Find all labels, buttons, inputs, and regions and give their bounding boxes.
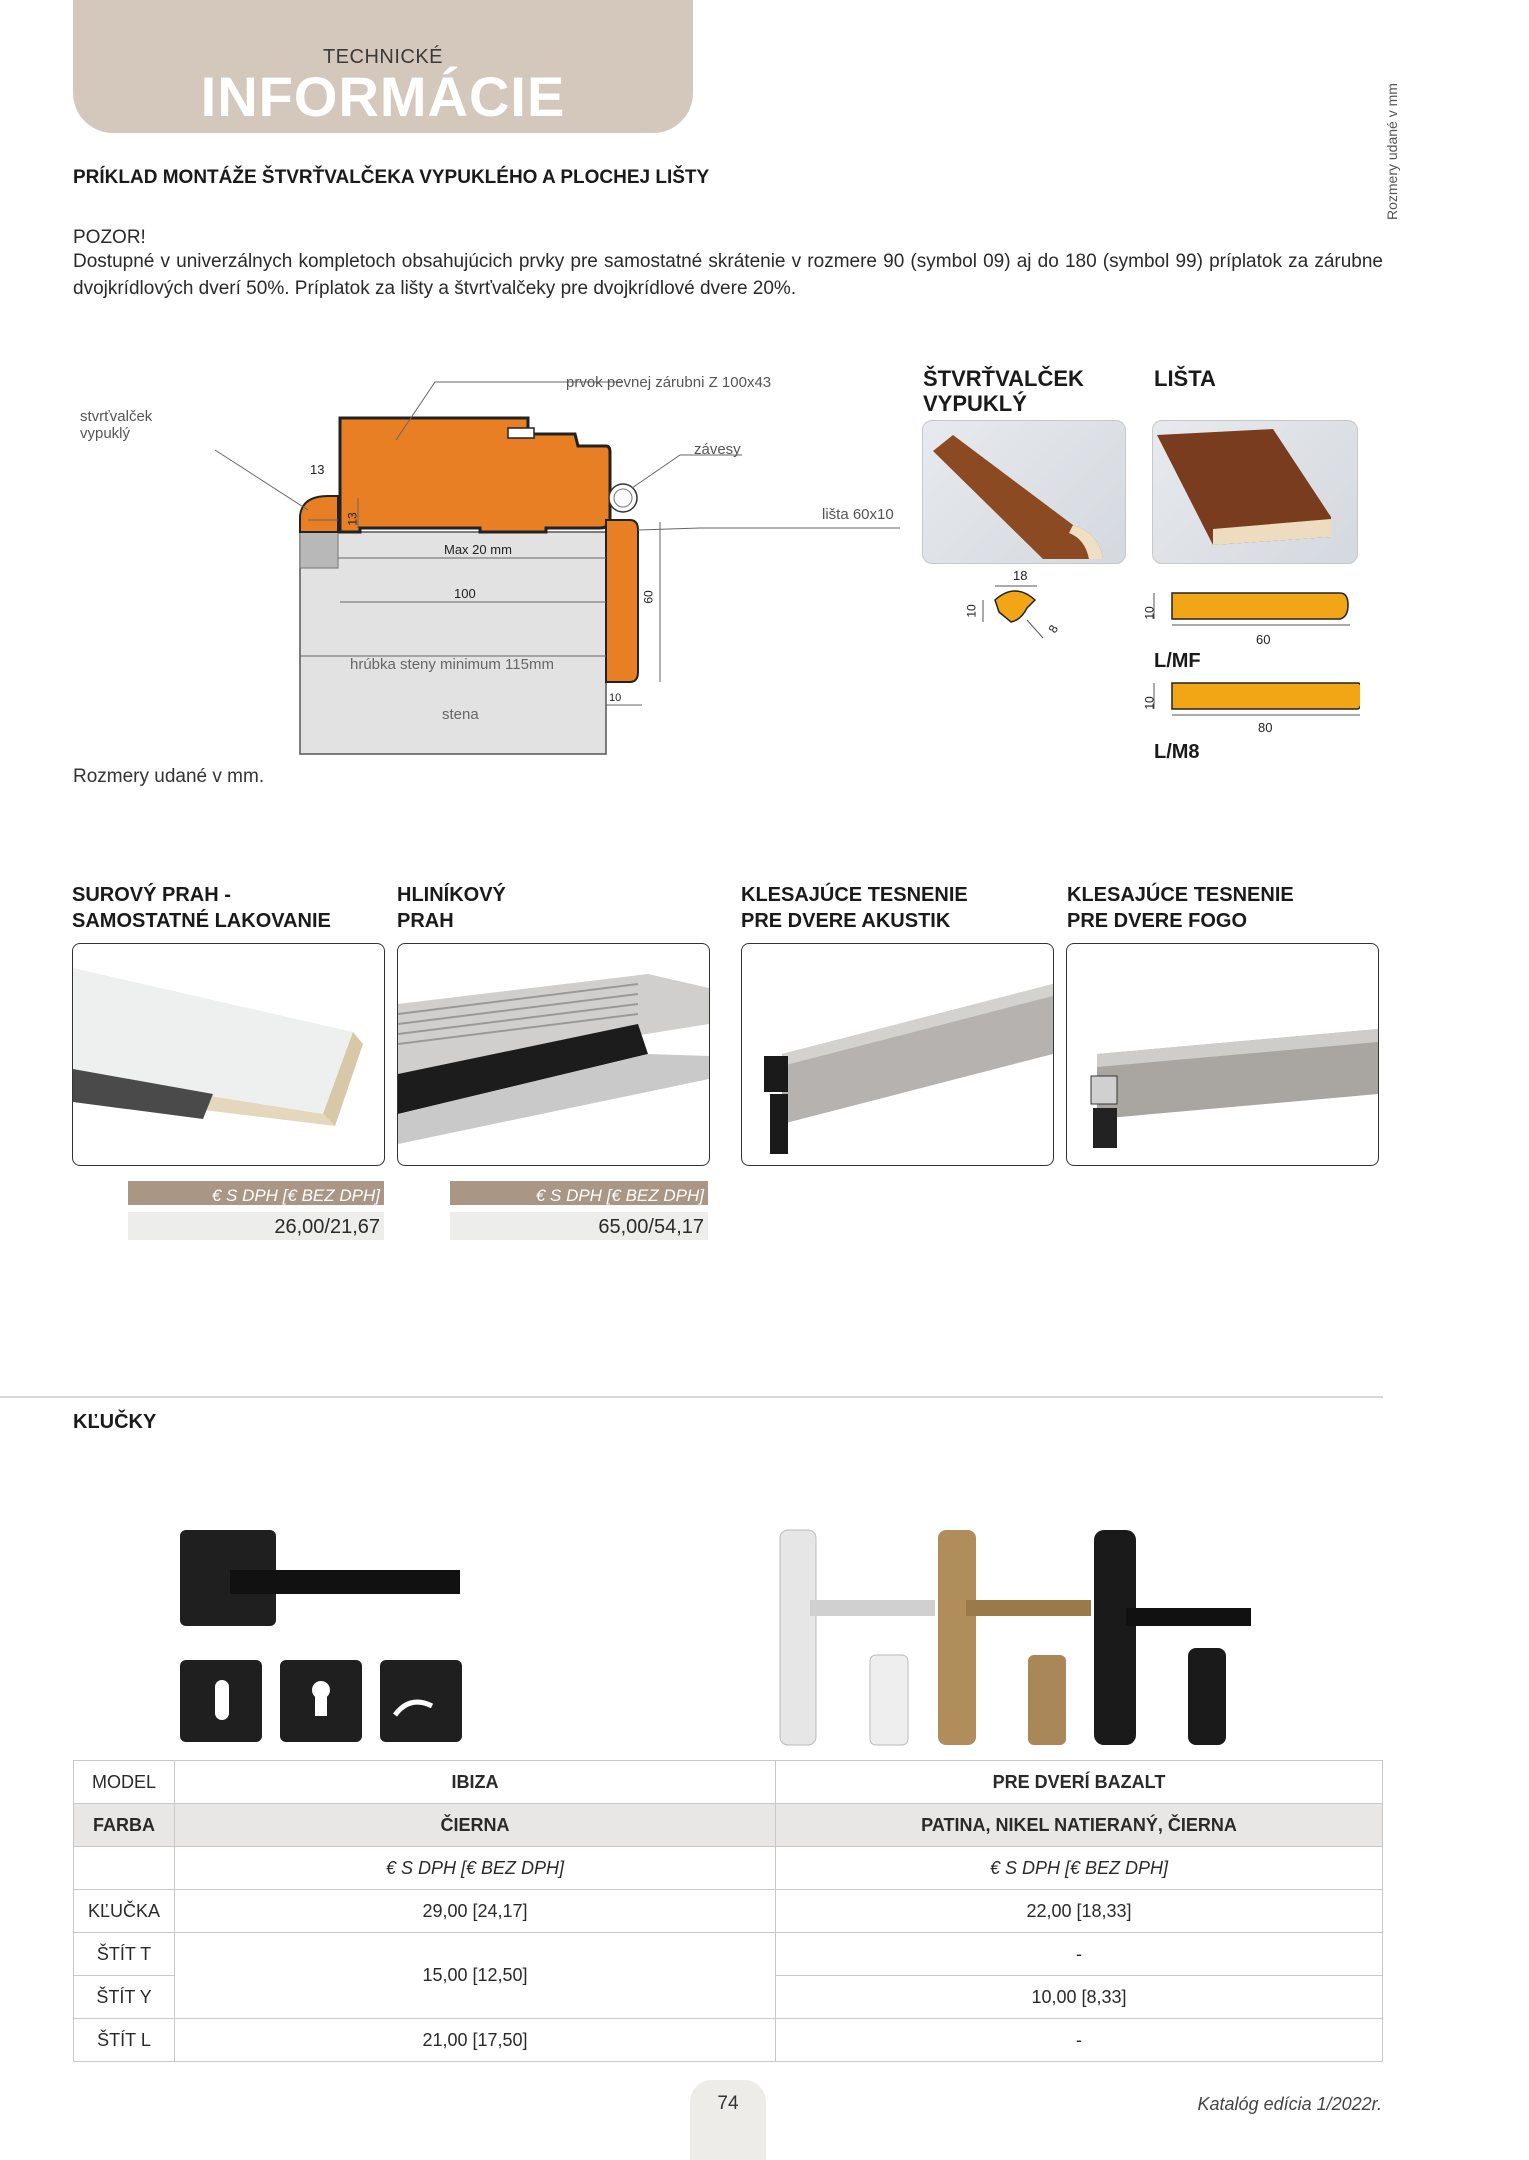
dim-13-horizontal: 13: [310, 462, 325, 477]
product-1-price-header: € S DPH [€ BEZ DPH]: [128, 1181, 384, 1205]
label-frame-element: prvok pevnej zárubni Z 100x43: [566, 374, 772, 391]
unit-bazalt: € S DPH [€ BEZ DPH]: [776, 1847, 1383, 1890]
dim-60: 60: [641, 590, 656, 604]
header-title: INFORMÁCIE: [200, 65, 566, 128]
lmf-label: L/MF: [1154, 650, 1201, 672]
product-3-photo: [741, 943, 1054, 1166]
trim-title: LIŠTA: [1154, 366, 1216, 391]
handle-price-bazalt: 22,00 [18,33]: [776, 1890, 1383, 1933]
product-1-price: 26,00/21,67: [128, 1212, 384, 1240]
section-divider: [0, 1396, 1383, 1398]
plate-l-price-bazalt: -: [776, 2019, 1383, 2062]
model-ibiza: IBIZA: [175, 1761, 776, 1804]
handle-price-ibiza: 29,00 [24,17]: [175, 1890, 776, 1933]
page-number: 74: [717, 2093, 739, 2114]
dim-quarter-18: 18: [1013, 568, 1028, 583]
frame-profile: [340, 418, 610, 532]
plate-l-price-ibiza: 21,00 [17,50]: [175, 2019, 776, 2062]
trim-drawings: [1140, 585, 1360, 765]
plate-l-label: ŠTÍT L: [74, 2019, 175, 2062]
section-title: PRÍKLAD MONTÁŽE ŠTVRŤVALČEKA VYPUKLÉHO A PLOCHEJ LIŠTY: [73, 167, 710, 188]
color-ibiza: ČIERNA: [175, 1804, 776, 1847]
bazalt-handle-image: [770, 1520, 1270, 1750]
handles-spec-table: [73, 1760, 1383, 2062]
dim-lmf-10: 10: [1142, 606, 1157, 620]
side-note: Rozmery udané v mm: [1384, 83, 1400, 220]
quarter-round-title-2: VYPUKLÝ: [923, 391, 1027, 416]
ibiza-handle-image: [170, 1520, 490, 1750]
unit-ibiza: € S DPH [€ BEZ DPH]: [175, 1847, 776, 1890]
color-label: FARBA: [74, 1804, 175, 1847]
dim-lmf-60: 60: [1256, 632, 1271, 647]
label-quarter-round-1: stvrťvalček: [80, 408, 153, 425]
model-bazalt: PRE DVERÍ BAZALT: [776, 1761, 1383, 1804]
warning-label: POZOR!: [73, 227, 146, 248]
label-trim: lišta 60x10: [822, 506, 894, 523]
product-1-title-1: SUROVÝ PRAH -: [72, 884, 231, 906]
product-3-title-1: KLESAJÚCE TESNENIE: [741, 884, 968, 906]
trim-profile: [606, 520, 638, 682]
product-3-title-2: PRE DVERE AKUSTIK: [741, 910, 951, 932]
product-4-title-1: KLESAJÚCE TESNENIE: [1067, 884, 1294, 906]
mounting-diagram: [60, 360, 920, 780]
plate-ty-price-ibiza: 15,00 [12,50]: [175, 1933, 776, 2019]
quarter-round-photo: [922, 420, 1126, 564]
lm8-label: L/M8: [1154, 741, 1200, 763]
color-bazalt: PATINA, NIKEL NATIERANÝ, ČIERNA: [776, 1804, 1383, 1847]
dim-quarter-8: 8: [1045, 622, 1062, 636]
catalog-edition: Katalóg edícia 1/2022r.: [1197, 2094, 1382, 2114]
label-wall-thickness: hrúbka steny minimum 115mm: [350, 656, 554, 673]
plate-y-label: ŠTÍT Y: [74, 1976, 175, 2019]
label-quarter-round-2: vypuklý: [80, 425, 131, 442]
header-subtitle: TECHNICKÉ: [322, 46, 444, 68]
quarter-round: [300, 496, 338, 532]
plate-t-label: ŠTÍT T: [74, 1933, 175, 1976]
trim-photo: [1152, 420, 1358, 564]
plate-t-price-bazalt: -: [776, 1933, 1383, 1976]
product-1-photo: [72, 943, 385, 1166]
dim-100: 100: [454, 586, 476, 601]
product-2-title-2: PRAH: [397, 910, 454, 932]
plate-y-price-bazalt: 10,00 [8,33]: [776, 1976, 1383, 2019]
label-wall: stena: [442, 706, 479, 723]
product-2-photo: [397, 943, 710, 1166]
quarter-round-title-1: ŠTVRŤVALČEK: [923, 366, 1084, 391]
product-1-title-2: SAMOSTATNÉ LAKOVANIE: [72, 910, 331, 932]
product-2-price: 65,00/54,17: [450, 1212, 708, 1240]
dim-lm8-10: 10: [1142, 696, 1157, 710]
handles-title: KĽUČKY: [73, 1411, 157, 1433]
dim-quarter-10: 10: [964, 604, 979, 618]
product-4-photo: [1066, 943, 1379, 1166]
handle-label: KĽUČKA: [74, 1890, 175, 1933]
product-2-title-1: HLINÍKOVÝ: [397, 884, 506, 906]
dim-10: 10: [609, 692, 622, 704]
model-label: MODEL: [74, 1761, 175, 1804]
dim-13-vertical: 13: [345, 512, 360, 526]
info-paragraph: Dostupné v univerzálnych kompletoch obsahujúcich prvky pre samostatné skrátenie v rozmere 90 (symbol 09) aj do 180 (symbol 99) príplatok za zárubne dvojkrídlových dverí 50%. Príplatok za lišty a štvrťvalčeky pre dvojkrídlové dvere 20%.: [73, 251, 1383, 299]
label-hinges: závesy: [694, 441, 741, 458]
product-4-title-2: PRE DVERE FOGO: [1067, 910, 1248, 932]
dim-lm8-80: 80: [1258, 720, 1273, 735]
dimensions-note: Rozmery udané v mm.: [73, 766, 265, 787]
footer-tab: [690, 2080, 766, 2160]
product-2-price-header: € S DPH [€ BEZ DPH]: [450, 1181, 708, 1205]
dim-max: Max 20 mm: [444, 542, 512, 557]
